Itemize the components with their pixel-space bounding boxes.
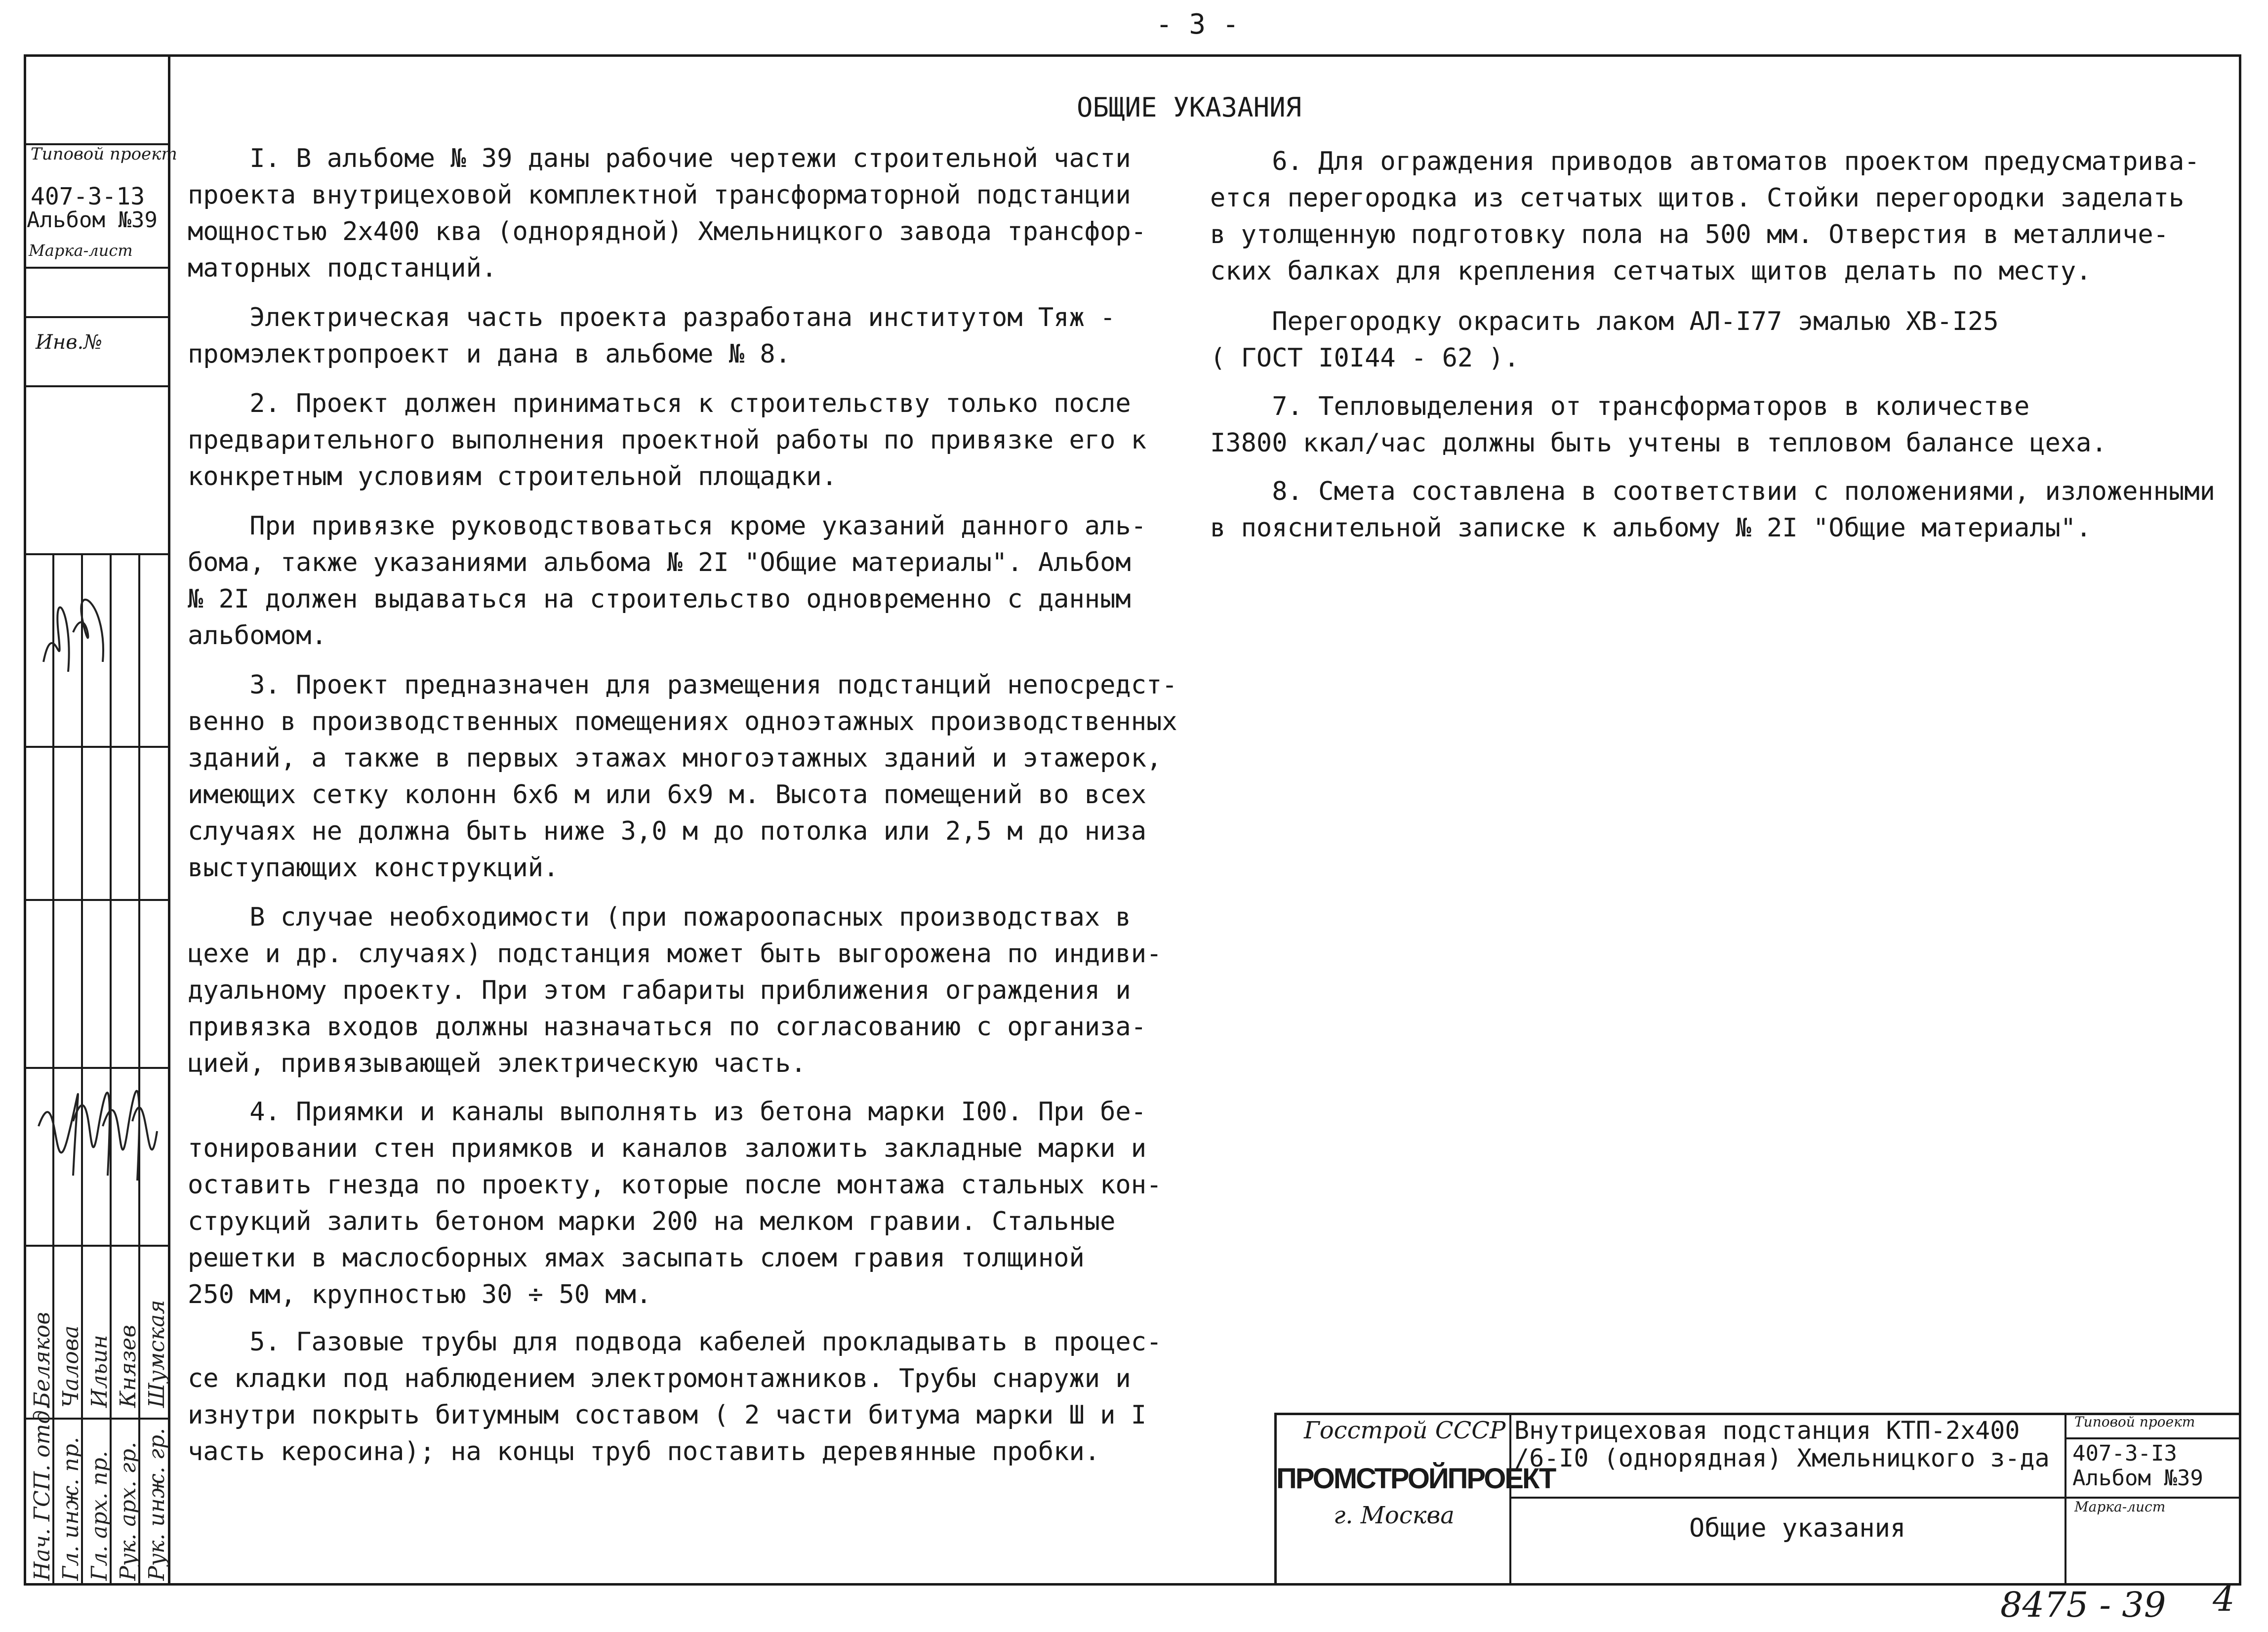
sheet-number: 8475 - 39 (2000, 1585, 2166, 1625)
stamp-right-type: Типовой проект (2074, 1414, 2195, 1430)
inv-label: Инв.№ (36, 331, 103, 354)
role-1: Нач. ГСП. отд. (30, 1403, 55, 1581)
project-type-label: Типовой проект (31, 144, 177, 164)
paragraph-8: 8. Смета составлена в соответствии с положениями, изложенными в пояснительной записке к альбому № 2I "Общие материалы". (1210, 477, 2215, 543)
format-note-label: Марка-лист (29, 241, 133, 260)
page-number: - 3 - (1156, 8, 1239, 41)
page-title: ОБЩИЕ УКАЗАНИЯ (1077, 92, 1302, 123)
paragraph-3-fire: В случае необходимости (при пожароопасных производствах в цехе и др. случаях) подстанция может быть выгорожена по индиви- дуальному проекту. При этом габариты приближения ограждения и привязка входов должны назначаться по согласованию с организа- цией, привязывающей электрическую часть. (188, 902, 1162, 1078)
project-code-label: 407-3-13 (31, 183, 145, 210)
name-2: Чалова (58, 1325, 83, 1408)
paragraph-1: I. В альбоме № 39 даны рабочие чертежи строительной части проекта внутрицеховой комплектной трансформаторной подстанции мощностью 2х400 ква (однорядной) Хмельницкого завода трансфор- маторных подстанций. (188, 144, 1147, 283)
stamp-org-promstroyproekt: ПРОМСТРОЙПРОЕКТ (1276, 1463, 1555, 1495)
paragraph-6-paint: Перегородку окрасить лаком АЛ-I77 эмалью ХВ-I25 ( ГОСТ I0I44 - 62 ). (1210, 307, 1999, 373)
signature-scribbles (24, 553, 168, 1245)
paragraph-1-electrical: Электрическая часть проекта разработана институтом Тяж - промэлектропроект и дана в альбоме № 8. (188, 303, 1116, 369)
album-label: Альбом №39 (27, 207, 158, 233)
paragraph-6: 6. Для ограждения приводов автоматов проектом предусматрива- ется перегородка из сетчатых щитов. Стойки перегородки заделать в утолщенную подготовку пола на 500 мм. Отверстия в металличе- ских балках для крепления сетчатых щитов делать по месту. (1210, 147, 2200, 286)
stamp-city: г. Москва (1334, 1502, 1455, 1529)
stamp-object-name: Внутрицеховая подстанция КТП-2х400 /6-I0 (однорядная) Хмельницкого з-да (1514, 1416, 2050, 1472)
name-1: Беляков (30, 1312, 55, 1408)
paragraph-4: 4. Приямки и каналы выполнять из бетона марки I00. При бе- тонировании стен приямков и каналов заложить закладные марки и оставить гнезда по проекту, которые после монтажа стальных кон- струкций залить бетоном марки 200 на мелком гравии. Стальные решетки в маслосборных ямах засыпать слоем гравия толщиной 250 мм, крупностью 30 ÷ 50 мм. (188, 1097, 1162, 1309)
stamp-org-gosstroy: Госстрой СССР (1304, 1417, 1506, 1444)
role-4: Рук. арх. гр. (116, 1442, 141, 1581)
stamp-right-code: 407-3-I3 Альбом №39 (2072, 1441, 2203, 1491)
role-3: Гл. арх. пр. (87, 1451, 112, 1581)
paragraph-7: 7. Тепловыделения от трансформаторов в количестве I3800 ккал/час должны быть учтены в тепловом балансе цеха. (1210, 392, 2107, 458)
role-2: Гл. инж. пр. (58, 1437, 83, 1581)
name-3: Ильин (87, 1335, 112, 1408)
stamp-right-mark: Марка-лист (2074, 1499, 2166, 1515)
name-5: Шумская (144, 1300, 169, 1408)
paragraph-3: 3. Проект предназначен для размещения подстанций непосредст- венно в производственных помещениях одноэтажных производственных зданий, а также в первых этажах многоэтажных зданий и этажерок, имеющих сетку колонн 6х6 м или 6х9 м. Высота помещений во всех случаях не должна быть ниже 3,0 м до потолка или 2,5 м до низа выступающих конструкций. (188, 670, 1177, 883)
stamp-sheet-title: Общие указания (1689, 1513, 1906, 1543)
paragraph-5: 5. Газовые трубы для подвода кабелей прокладывать в процес- се кладки под наблюдением электромонтажников. Трубы снаружи и изнутри покрыть битумным составом ( 2 части битума марки Ш и I часть керосина); на концы труб поставить деревянные пробки. (188, 1327, 1162, 1467)
paragraph-2: 2. Проект должен приниматься к строительству только после предварительного выполнения проектной работы по привязке его к конкретным условиям строительной площадки. (188, 389, 1147, 491)
role-5: Рук. инж. гр. (144, 1428, 169, 1581)
paragraph-2-binding: При привязке руководствоваться кроме указаний данного аль- бома, также указаниями альбома № 2I "Общие материалы". Альбом № 2I должен выдаваться на строительство одновременно с данным альбомом. (188, 511, 1147, 651)
name-4: Князев (116, 1325, 141, 1408)
sheet-index: 4 (2213, 1579, 2235, 1619)
